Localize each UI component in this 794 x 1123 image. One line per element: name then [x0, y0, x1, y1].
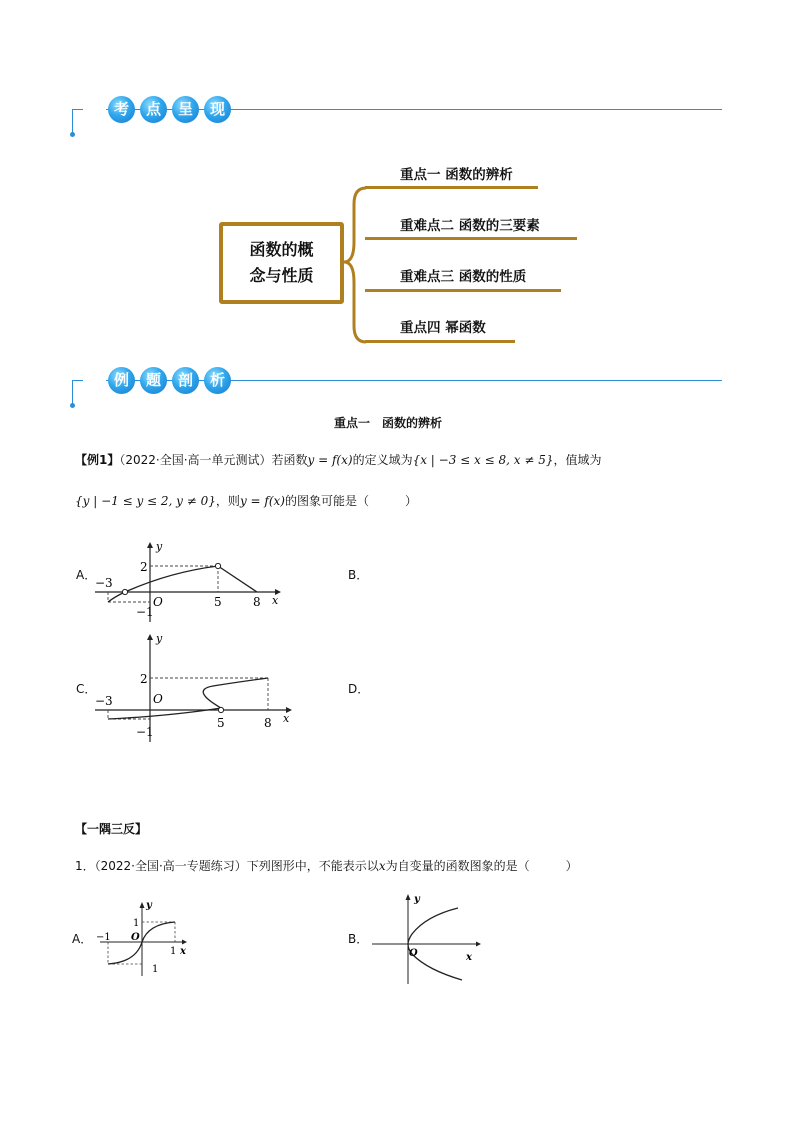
- origin-label: O: [153, 595, 163, 609]
- x-arrow: [476, 942, 481, 947]
- option-b-label: B．: [348, 568, 369, 582]
- tick-neg3: −3: [95, 576, 113, 590]
- y-arrow: [140, 902, 145, 908]
- banner-corner: [72, 380, 83, 405]
- example-tag: 【例1】: [75, 453, 120, 467]
- practice-option-a-label: A．: [72, 932, 93, 946]
- open-point: [218, 707, 223, 712]
- x-label: x: [466, 952, 472, 963]
- tick-8: 8: [264, 716, 272, 730]
- mindmap-center: [219, 222, 344, 304]
- tick-1-top: 1: [133, 918, 140, 929]
- range-intro: ，值域为: [553, 453, 602, 467]
- tick-2: 2: [140, 672, 148, 686]
- domain-set: {x | −3 ≤ x ≤ 8, x ≠ 5}: [412, 453, 554, 467]
- practice-heading: 【一隅三反】: [75, 822, 148, 836]
- curve-upper: [203, 678, 268, 708]
- q1-pre: 1．（2022·全国·高一专题练习）下列图形中，不能表示以: [75, 859, 379, 873]
- tick-1-bottom: 1: [152, 964, 159, 975]
- origin-label: O: [409, 948, 418, 959]
- banner-char: 题: [140, 367, 167, 394]
- mindmap-underline: [365, 237, 577, 240]
- mindmap-center-line1: 函数的概: [249, 240, 314, 259]
- banner-char: 例: [108, 367, 135, 394]
- section-banner-liti: [72, 372, 722, 412]
- banner-char: 现: [204, 96, 231, 123]
- example-1-line2: [75, 492, 417, 509]
- option-c-label: C．: [76, 682, 97, 696]
- banner-char: 剖: [172, 367, 199, 394]
- function-expr: y = f(x): [239, 494, 285, 508]
- tick-neg3: −3: [95, 694, 113, 708]
- example-1-line1: [75, 451, 602, 468]
- option-d-label: D．: [348, 682, 370, 696]
- curve: [108, 566, 218, 602]
- graph-practice-a: [92, 896, 202, 980]
- open-point: [122, 589, 127, 594]
- mindmap-item-3: 重难点三 函数的性质: [400, 269, 527, 285]
- y-label: y: [156, 632, 163, 645]
- y-arrow: [147, 634, 153, 640]
- domain-intro: 的定义域为: [352, 453, 413, 467]
- x-label: x: [180, 946, 186, 957]
- tick-neg1: −1: [96, 932, 111, 943]
- y-arrow: [406, 894, 411, 900]
- banner-char: 点: [140, 96, 167, 123]
- tick-neg1: −1: [136, 725, 154, 739]
- q1-var: x: [378, 859, 386, 873]
- banner-char: 考: [108, 96, 135, 123]
- x-label: x: [283, 712, 290, 725]
- graph-a: [90, 538, 290, 624]
- tick-5: 5: [214, 595, 222, 609]
- graph-practice-b: [368, 890, 488, 986]
- tick-1-right: 1: [170, 946, 177, 957]
- y-arrow: [147, 542, 153, 548]
- y-label: y: [414, 894, 420, 905]
- open-point: [215, 563, 220, 568]
- graph-c: [90, 628, 300, 744]
- y-label: y: [146, 900, 152, 911]
- mindmap-brace: [340, 180, 390, 350]
- banner-corner: [72, 109, 83, 134]
- mindmap-underline: [365, 186, 538, 189]
- practice-q1: [75, 857, 578, 874]
- function-expr: y = f(x): [307, 453, 353, 467]
- subheading: 重点一 函数的辨析: [334, 416, 443, 430]
- tick-8: 8: [253, 595, 261, 609]
- mindmap-item-1: 重点一 函数的辨析: [400, 167, 513, 183]
- banner-char: 呈: [172, 96, 199, 123]
- x-label: x: [272, 594, 279, 607]
- option-a-label: A．: [76, 568, 97, 582]
- example-source: （2022·全国·高一单元测试）若函数: [119, 453, 308, 467]
- mindmap-center-line2: 念与性质: [249, 266, 314, 285]
- banner-char: 析: [204, 367, 231, 394]
- mindmap-item-4: 重点四 幂函数: [400, 320, 486, 336]
- mindmap-item-2: 重难点二 函数的三要素: [400, 218, 540, 234]
- ask-pre: ，则: [215, 494, 240, 508]
- segment: [218, 566, 257, 592]
- origin-label: O: [153, 692, 163, 706]
- q1-post: 为自变量的函数图象的是（ ）: [385, 859, 578, 873]
- tick-2: 2: [140, 560, 148, 574]
- mindmap-underline: [365, 289, 561, 292]
- range-set: {y | −1 ≤ y ≤ 2, y ≠ 0}: [75, 494, 216, 508]
- x-arrow: [182, 940, 187, 945]
- tick-neg1: −1: [136, 605, 154, 619]
- ask-post: 的图象可能是（ ）: [284, 494, 417, 508]
- practice-option-b-label: B．: [348, 932, 369, 946]
- section-banner-kaodian: [72, 101, 722, 141]
- mindmap-underline: [365, 340, 515, 343]
- origin-label: O: [131, 932, 140, 943]
- y-label: y: [156, 540, 163, 553]
- tick-5: 5: [217, 716, 225, 730]
